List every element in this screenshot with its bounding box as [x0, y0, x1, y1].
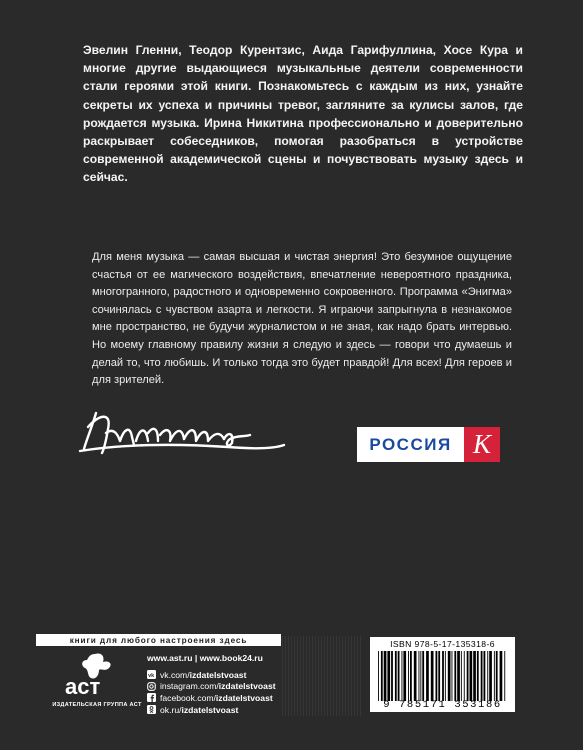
- barcode-bar: [402, 651, 403, 701]
- barcode-bar: [473, 651, 476, 701]
- barcode-bar: [403, 651, 406, 701]
- decorative-stripes: [282, 636, 362, 716]
- barcode-bar: [484, 651, 486, 701]
- barcode-bar: [452, 651, 453, 701]
- facebook-icon: [147, 693, 156, 702]
- vk-icon: [147, 670, 156, 679]
- barcode-bar: [414, 651, 417, 701]
- ok-link[interactable]: ok.ru/ izdatelstvoast: [147, 704, 276, 716]
- barcode-bars: [378, 651, 508, 701]
- barcode-bar: [422, 651, 424, 701]
- ean-number: 9 785171 353186: [383, 699, 502, 711]
- barcode-bar: [419, 651, 420, 701]
- barcode-bar: [378, 651, 379, 701]
- author-quote: Для меня музыка — самая высшая и чистая энергия! Это безумное ощущение счастья от ее магического воздействия, впечатление невероятного праздника, многогранного, радостного и одновременно сокровенного. Программа «Энигма» сочинялась с чувством азарта и легкости. Я играючи запрыгнула в незнакомое мне пространство, не будучи журналистом и не зная, как надо брать интервью. Но моему главному правилу жизни я следую и здесь — говори что думаешь и делай то, что любишь. И только тогда это будет правдой! Для всех! Для героев и для зрителей.: [92, 251, 512, 387]
- barcode-bar: [438, 651, 440, 701]
- barcode-bar: [467, 651, 469, 701]
- barcode-bar: [500, 651, 503, 701]
- svg-text:vk: vk: [148, 673, 155, 680]
- isbn-number: ISBN 978-5-17-135318-6: [390, 639, 495, 649]
- barcode-bar: [381, 651, 383, 701]
- barcode-bar: [398, 651, 400, 701]
- barcode-bar: [496, 651, 498, 701]
- barcode-bar: [426, 651, 429, 701]
- barcode-bar: [391, 651, 393, 701]
- russia-logo-word: РОССИЯ: [357, 427, 464, 462]
- ast-logo-text: аст: [65, 674, 101, 698]
- barcode-bar: [408, 651, 409, 701]
- barcode-bar: [494, 651, 495, 701]
- website-links[interactable]: www.ast.ru | www.book24.ru: [147, 653, 263, 663]
- barcode-bar: [487, 651, 488, 701]
- russia-logo-letter: К: [464, 427, 500, 462]
- instagram-link[interactable]: instagram.com/ izdatelstvoast: [147, 681, 276, 693]
- barcode-bar: [387, 651, 390, 701]
- ast-logo-icon: [55, 652, 127, 698]
- barcode-bar: [436, 651, 438, 701]
- barcode-bar: [457, 651, 460, 701]
- vk-link[interactable]: vk vk.com/ izdatelstvoast: [148, 669, 247, 680]
- publisher-group-name: ИЗДАТЕЛЬСКАЯ ГРУППА АСТ: [52, 702, 142, 708]
- barcode-bar: [420, 651, 421, 701]
- barcode: [370, 637, 515, 712]
- barcode-bar: [445, 651, 446, 701]
- barcode-bar: [461, 651, 462, 701]
- instagram-icon: [147, 682, 156, 691]
- odnoklassniki-icon: [147, 705, 156, 714]
- barcode-bar: [470, 651, 473, 701]
- barcode-bar: [477, 651, 479, 701]
- barcode-bar: [431, 651, 434, 701]
- barcode-bar: [448, 651, 451, 701]
- barcode-bar: [442, 651, 444, 701]
- publisher-slogan: книги для любого настроения здесь: [36, 634, 281, 646]
- author-signature: [78, 405, 288, 463]
- facebook-link[interactable]: facebook.com/ izdatelstvoast: [147, 692, 276, 704]
- barcode-bar: [384, 651, 387, 701]
- barcode-bar: [464, 651, 465, 701]
- barcode-bar: [395, 651, 397, 701]
- barcode-bar: [454, 651, 456, 701]
- book-blurb: Эвелин Гленни, Теодор Курентзис, Аида Гарифуллина, Хосе Кура и многие другие выдающиеся музыкальные деятели современности стали героями этой книги. Познакомьтесь с каждым из них, узнайте секреты их успеха и причины тревог, загляните за кулисы залов, где рождается музыка. Ирина Никитина профессионально и доверительно раскрывает собеседников, помогая разобраться в устройстве современной академической сцены и почувствовать музыку здесь и сейчас.: [83, 43, 523, 185]
- russia-k-logo: [357, 427, 500, 462]
- barcode-bar: [489, 651, 492, 701]
- barcode-bar: [504, 651, 505, 701]
- barcode-bar: [481, 651, 483, 701]
- barcode-bar: [410, 651, 412, 701]
- publisher-links: [147, 653, 276, 715]
